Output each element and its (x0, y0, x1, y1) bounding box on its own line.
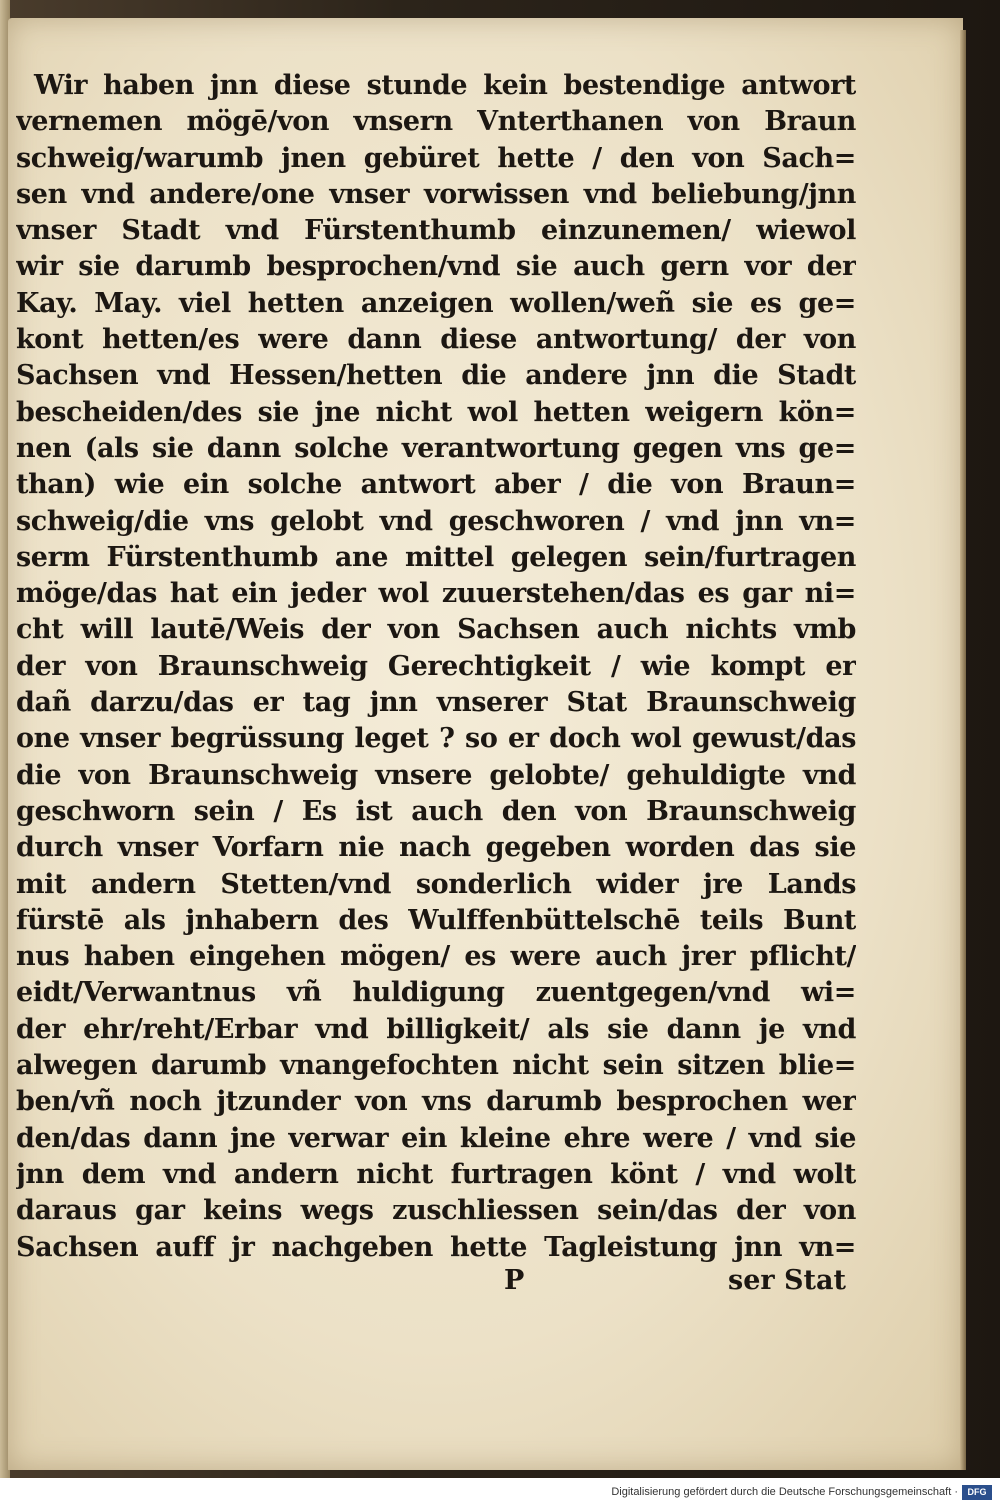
text-line: daraus gar keins wegs zuschliessen sein/das der von (16, 1195, 856, 1227)
text-line: serm Fürstenthumb ane mittel gelegen sein/furtragen (16, 541, 856, 573)
text-line: vernemen mögē/von vnsern Vnterthanen von Braun (16, 106, 856, 138)
text-line: der von Braunschweig Gerechtigkeit / wie kompt er (16, 650, 856, 682)
text-line: den/das dann jne verwar ein kleine ehre were / vnd sie (16, 1122, 856, 1154)
text-line: Sachsen vnd Hessen/hetten die andere jnn die Stadt (16, 360, 856, 392)
text-line: der ehr/reht/Erbar vnd billigkeit/ als sie dann je vnd (16, 1013, 856, 1045)
text-line: eidt/Verwantnus vñ huldigung zuentgegen/vnd wi= (16, 977, 856, 1009)
text-line: fürstē als jnhabern des Wulffenbüttelschē teils Bunt (16, 904, 856, 936)
text-line: ben/vñ noch jtzunder von vns darumb besprochen wer (16, 1086, 856, 1118)
credit-bar (0, 1478, 1000, 1508)
catchword: ser Stat (728, 1265, 846, 1296)
text-line: one vnser begrüssung leget ? so er doch wol gewust/das (16, 723, 856, 755)
text-line: die von Braunschweig vnsere gelobte/ gehuldigte vnd (16, 759, 856, 791)
text-line: vnser Stadt vnd Fürstenthumb einzunemen/ wiewol (16, 215, 856, 247)
text-line: schweig/warumb jnen gebüret hette / den von Sach= (16, 142, 856, 174)
text-line: wir sie darumb besprochen/vnd sie auch gern vor der (16, 251, 856, 283)
dfg-logo: DFG (962, 1485, 992, 1500)
text-line: Sachsen auff jr nachgeben hette Tagleistung jnn vn= (16, 1231, 856, 1263)
text-line: alwegen darumb vnangefochten nicht sein sitzen blie= (16, 1050, 856, 1082)
text-line: Kay. May. viel hetten anzeigen wollen/weñ sie es ge= (16, 287, 856, 319)
text-line: sen vnd andere/one vnser vorwissen vnd beliebung/jnn (16, 178, 856, 210)
funding-credit: Digitalisierung gefördert durch die Deutsche Forschungsgemeinschaft · (611, 1486, 958, 1498)
text-line: dañ darzu/das er tag jnn vnserer Stat Braunschweig (16, 687, 856, 719)
text-line: cht will lautē/Weis der von Sachsen auch nichts vmb (16, 614, 856, 646)
text-line: than) wie ein solche antwort aber / die von Braun= (16, 469, 856, 501)
text-line: mit andern Stetten/vnd sonderlich wider jre Lands (16, 868, 856, 900)
signature-mark: P (504, 1265, 525, 1296)
text-line: durch vnser Vorfarn nie nach gegeben worden das sie (16, 832, 856, 864)
text-line: nus haben eingehen mögen/ es were auch jrer pflicht/ (16, 941, 856, 973)
text-line: bescheiden/des sie jne nicht wol hetten weigern kön= (16, 396, 856, 428)
text-line: Wir haben jnn diese stunde kein bestendige antwort (34, 70, 856, 101)
text-line: schweig/die vns gelobt vnd geschworen / vnd jnn vn= (16, 505, 856, 537)
text-line: kont hetten/es were dann diese antwortung/ der von (16, 324, 856, 356)
page-edge (960, 30, 966, 1470)
text-line: jnn dem vnd andern nicht furtragen könt / vnd wolt (16, 1158, 856, 1190)
text-line: nen (als sie dann solche verantwortung gegen vns ge= (16, 432, 856, 464)
page-text-block (16, 68, 856, 1266)
text-line: geschworn sein / Es ist auch den von Braunschweig (16, 795, 856, 827)
page-footer-row (16, 1265, 856, 1305)
text-line: möge/das hat ein jeder wol zuuerstehen/das es gar ni= (16, 578, 856, 610)
